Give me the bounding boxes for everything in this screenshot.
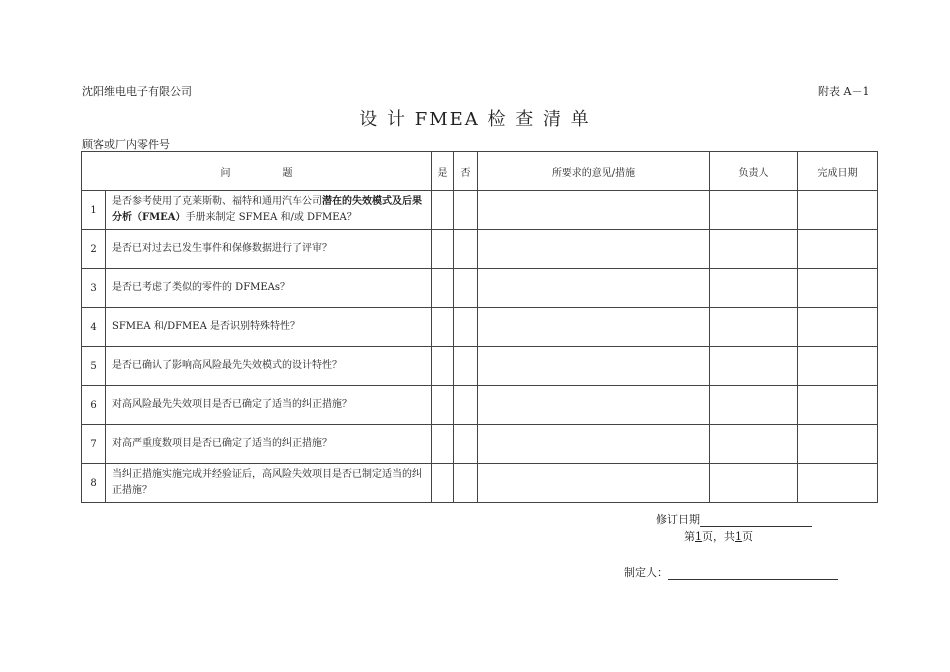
row-question: 是否已考虑了类似的零件的 DFMEAs？	[106, 269, 432, 308]
row-number: 6	[82, 386, 106, 425]
opinion-cell[interactable]	[478, 308, 710, 347]
owner-cell[interactable]	[710, 191, 798, 230]
table-row	[82, 347, 878, 386]
yes-cell[interactable]	[432, 308, 454, 347]
owner-cell[interactable]	[710, 269, 798, 308]
header-date: 完成日期	[798, 152, 878, 191]
opinion-cell[interactable]	[478, 386, 710, 425]
yes-cell[interactable]	[432, 425, 454, 464]
no-cell[interactable]	[454, 269, 478, 308]
table-row	[82, 464, 878, 503]
row-number: 4	[82, 308, 106, 347]
no-cell[interactable]	[454, 464, 478, 503]
row-question: 对高风险最先失效项目是否已确定了适当的纠正措施？	[106, 386, 432, 425]
row-question: 当纠正措施实施完成并经验证后，高风险失效项目是否已制定适当的纠正措施？	[106, 464, 432, 503]
header-no: 否	[454, 152, 478, 191]
author-blank[interactable]	[668, 567, 838, 580]
part-number-field	[82, 136, 298, 152]
page-total: 1	[735, 530, 742, 543]
no-cell[interactable]	[454, 425, 478, 464]
table-row	[82, 425, 878, 464]
opinion-cell[interactable]	[478, 230, 710, 269]
yes-cell[interactable]	[432, 230, 454, 269]
date-cell[interactable]	[798, 386, 878, 425]
owner-cell[interactable]	[710, 347, 798, 386]
no-cell[interactable]	[454, 308, 478, 347]
row-number: 1	[82, 191, 106, 230]
page-indicator: 第1页，共1页	[684, 530, 753, 543]
no-cell[interactable]	[454, 347, 478, 386]
owner-cell[interactable]	[710, 386, 798, 425]
owner-cell[interactable]	[710, 425, 798, 464]
yes-cell[interactable]	[432, 269, 454, 308]
row-number: 2	[82, 230, 106, 269]
row-number: 5	[82, 347, 106, 386]
table-row	[82, 308, 878, 347]
opinion-cell[interactable]	[478, 464, 710, 503]
row-number: 7	[82, 425, 106, 464]
revision-date-field	[656, 511, 812, 527]
row-question: 对高严重度数项目是否已确定了适当的纠正措施？	[106, 425, 432, 464]
yes-cell[interactable]	[432, 464, 454, 503]
owner-cell[interactable]	[710, 464, 798, 503]
date-cell[interactable]	[798, 191, 878, 230]
table-row	[82, 191, 878, 230]
row-number: 8	[82, 464, 106, 503]
annex-label: 附表 A－1	[818, 85, 870, 98]
date-cell[interactable]	[798, 308, 878, 347]
date-cell[interactable]	[798, 269, 878, 308]
no-cell[interactable]	[454, 191, 478, 230]
revision-date-blank[interactable]	[700, 514, 812, 527]
opinion-cell[interactable]	[478, 191, 710, 230]
page-current: 1	[695, 530, 702, 543]
owner-cell[interactable]	[710, 308, 798, 347]
revision-date-label: 修订日期	[656, 513, 700, 526]
table-row	[82, 269, 878, 308]
table-header-row	[82, 152, 878, 191]
date-cell[interactable]	[798, 464, 878, 503]
row-question: SFMEA 和/DFMEA 是否识别特殊特性？	[106, 308, 432, 347]
opinion-cell[interactable]	[478, 425, 710, 464]
page-title: 设 计 FMEA 检 查 清 单	[359, 109, 591, 130]
header-opinion: 所要求的意见/措施	[478, 152, 710, 191]
owner-cell[interactable]	[710, 230, 798, 269]
company-name: 沈阳维电电子有限公司	[82, 85, 192, 98]
yes-cell[interactable]	[432, 386, 454, 425]
header-owner: 负责人	[710, 152, 798, 191]
date-cell[interactable]	[798, 425, 878, 464]
row-number: 3	[82, 269, 106, 308]
author-field	[624, 564, 838, 580]
part-number-label: 顾客或厂内零件号	[82, 138, 170, 151]
row-question: 是否已对过去已发生事件和保修数据进行了评审？	[106, 230, 432, 269]
table-row	[82, 386, 878, 425]
header-yes: 是	[432, 152, 454, 191]
no-cell[interactable]	[454, 386, 478, 425]
no-cell[interactable]	[454, 230, 478, 269]
header-question: 问 题	[82, 152, 432, 191]
checklist-table	[81, 151, 878, 503]
row-question: 是否参考使用了克莱斯勒、福特和通用汽车公司潜在的失效模式及后果分析（FMEA）手册来制定 SFMEA 和/或 DFMEA？	[106, 191, 432, 230]
date-cell[interactable]	[798, 347, 878, 386]
yes-cell[interactable]	[432, 347, 454, 386]
author-label: 制定人：	[624, 566, 668, 579]
row-question: 是否已确认了影响高风险最先失效模式的设计特性？	[106, 347, 432, 386]
date-cell[interactable]	[798, 230, 878, 269]
table-row	[82, 230, 878, 269]
yes-cell[interactable]	[432, 191, 454, 230]
opinion-cell[interactable]	[478, 347, 710, 386]
opinion-cell[interactable]	[478, 269, 710, 308]
